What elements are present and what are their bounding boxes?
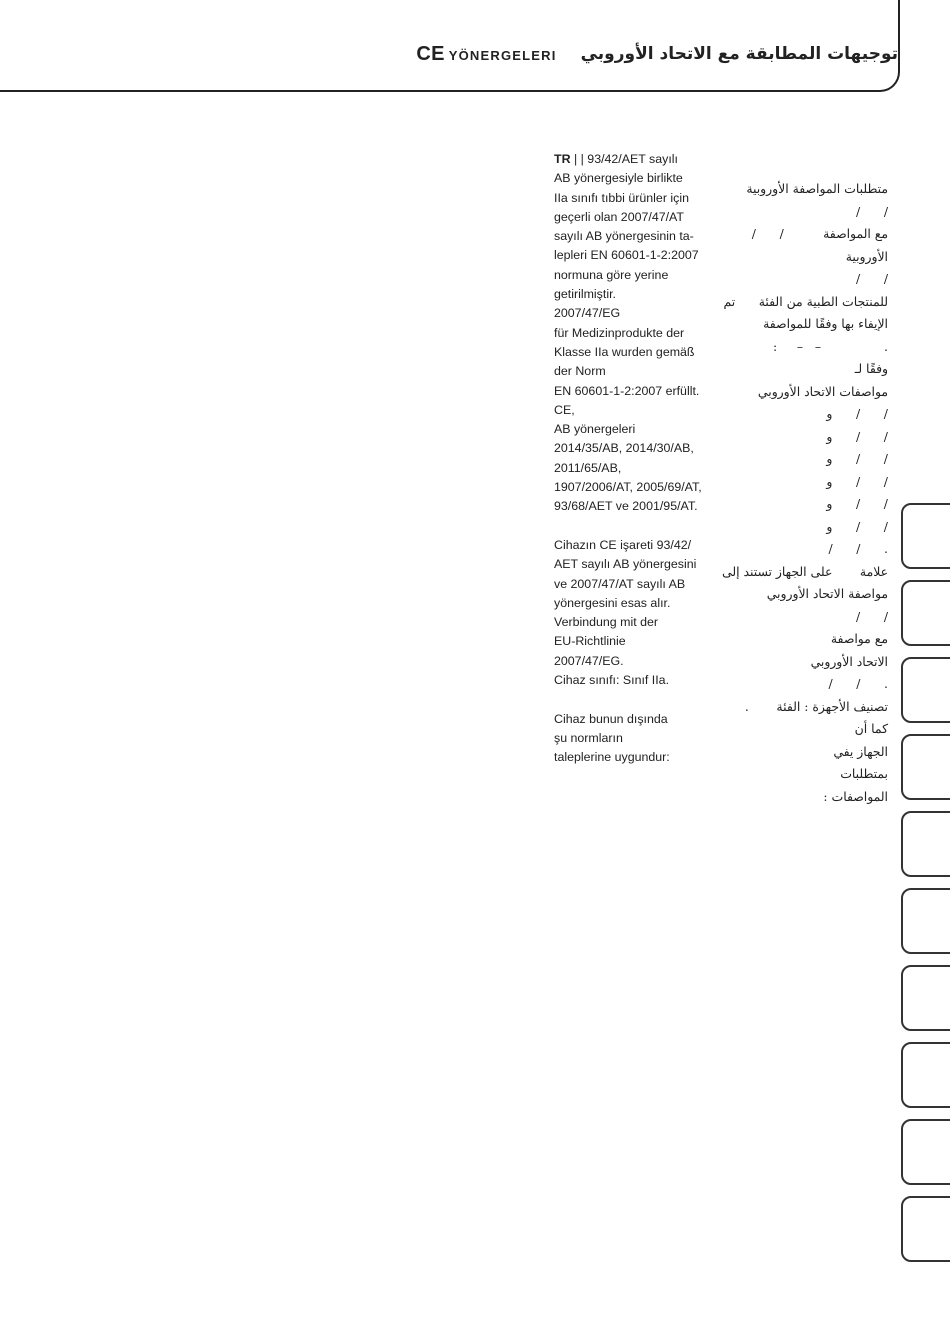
ar-text-line: / / — [856, 608, 888, 624]
tr-text-line: geçerli olan 2007/47/AT — [554, 209, 684, 224]
tr-text-line: 2007/47/EG. — [554, 653, 624, 668]
ar-text-line: كما أن — [854, 721, 888, 736]
ar-text-line: / / — [856, 271, 888, 286]
section-tab-4[interactable] — [901, 734, 950, 800]
paragraph-gap — [554, 690, 704, 709]
tr-text-line: taleplerine uygundur: — [554, 750, 670, 765]
ar-text-line: / / و — [826, 406, 888, 421]
tr-text-line: Klasse IIa wurden gemäß — [554, 344, 695, 359]
turkish-text-column — [554, 150, 704, 768]
tr-text-line: Verbindung mit der — [554, 615, 659, 630]
ar-text-line: وفقًا لـ — [854, 361, 888, 376]
header-title-arabic: توجيهات المطابقة مع الاتحاد الأوروبي — [580, 44, 898, 64]
tr-text-line: şu normların — [554, 730, 623, 745]
tr-text-line: normuna göre yerine — [554, 267, 669, 282]
tr-text-line: 93/68/AET ve 2001/95/AT. — [554, 499, 698, 514]
section-tab-9[interactable] — [901, 1119, 950, 1185]
section-tab-1[interactable] — [901, 503, 950, 569]
section-tab-7[interactable] — [901, 965, 950, 1031]
ar-text-line: متطلبات المواصفة الأوروبية — [746, 181, 888, 196]
ar-text-line: الأوروبية — [845, 248, 888, 264]
tr-text-line: Cihaz sınıfı: Sınıf IIa. — [554, 673, 670, 688]
section-tab-10[interactable] — [901, 1196, 950, 1262]
ar-text-line: علامة على الجهاز تستند إلى — [722, 563, 888, 579]
tr-text-line: sayılı AB yönergesinin ta- — [554, 229, 694, 244]
section-tab-8[interactable] — [901, 1042, 950, 1108]
tr-text-line: IIa sınıfı tıbbi ürünler için — [554, 190, 689, 205]
section-tab-2[interactable] — [901, 580, 950, 646]
tr-text-line: AB yönergeleri — [554, 422, 636, 437]
arabic-text-column — [698, 178, 888, 808]
ar-text-line: مع المواصفة / / — [751, 226, 888, 241]
ar-text-line: / / و — [826, 428, 888, 444]
tr-text-line: Cihaz bunun dışında — [554, 711, 668, 726]
ar-text-line: / / و — [826, 451, 888, 466]
paragraph-gap — [554, 517, 704, 536]
section-tab-6[interactable] — [901, 888, 950, 954]
ar-text-line: مواصفة الاتحاد الأوروبي — [766, 586, 888, 601]
tr-text-line: ve 2007/47/AT sayılı AB — [554, 576, 686, 591]
ar-text-line: بمتطلبات — [840, 766, 888, 781]
tr-text-line: CE, — [554, 402, 575, 417]
section-tab-5[interactable] — [901, 811, 950, 877]
tr-first-line: TR | | 93/42/AET sayılı — [554, 152, 678, 166]
ar-text-line: / / — [856, 203, 888, 219]
ar-text-line: / / و — [826, 496, 888, 511]
page-header — [416, 40, 898, 68]
ar-text-line: تصنيف الأجهزة : الفئة . — [744, 698, 888, 714]
tr-text-line: 2011/65/AB, — [554, 460, 622, 475]
tr-text-line: 2014/35/AB, 2014/30/AB, — [554, 441, 694, 456]
ar-text-line: للمنتجات الطبية من الفئة تم — [723, 293, 888, 309]
tr-text-line: getirilmiştir. — [554, 287, 616, 302]
tr-text-line: 2007/47/EG — [554, 306, 621, 321]
ar-text-line: مواصفات الاتحاد الأوروبي — [757, 383, 888, 399]
tr-text-line: yönergesini esas alır. — [554, 595, 671, 610]
tr-text-line: der Norm — [554, 364, 606, 379]
language-code: TR — [554, 152, 571, 166]
ar-text-line: مع مواصفة — [830, 631, 888, 646]
ar-text-line: المواصفات : — [823, 788, 888, 804]
ar-text-line: / / و — [826, 473, 888, 489]
tr-text-line: EN 60601-1-2:2007 erfüllt. — [554, 383, 700, 398]
ar-text-line: : – – . — [772, 338, 888, 354]
header-title-ce: CE YÖNERGELERI — [416, 42, 557, 65]
ar-text-line: / / . — [828, 541, 888, 556]
section-tab-3[interactable] — [901, 657, 950, 723]
ar-text-line: الإيفاء بها وفقًا للمواصفة — [763, 316, 888, 331]
tr-text-line: Cihazın CE işareti 93/42/ — [554, 537, 692, 552]
tr-text-line: EU-Richtlinie — [554, 634, 626, 649]
tr-text-line: für Medizinprodukte der — [554, 325, 685, 340]
tr-text-line: 1907/2006/AT, 2005/69/AT, — [554, 480, 702, 495]
tr-text-line: lepleri EN 60601-1-2:2007 — [554, 248, 699, 263]
ar-text-line: / / . — [828, 676, 888, 691]
ar-text-line: الجهاز يفي — [833, 743, 888, 759]
tr-text-line: AB yönergesiyle birlikte — [554, 171, 683, 186]
ar-text-line: / / و — [826, 518, 888, 534]
ar-text-line: الاتحاد الأوروبي — [810, 653, 888, 669]
tr-text-line: AET sayılı AB yönergesini — [554, 557, 697, 572]
